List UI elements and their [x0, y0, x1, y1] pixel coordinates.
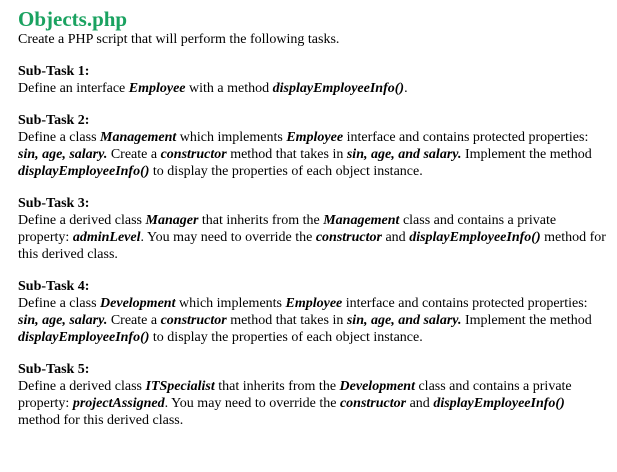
text-run: interface and contains protected properties: [342, 296, 588, 311]
emphasis-term: displayEmployeeInfo() [409, 230, 541, 245]
text-run: method that takes in [226, 313, 347, 328]
text-run: . [404, 81, 408, 96]
emphasis-term: Employee [128, 81, 186, 96]
emphasis-term: displayEmployeeInfo() [272, 81, 405, 96]
emphasis-term: sin, age, and salary. [346, 147, 462, 162]
text-run: Implement the method [461, 313, 592, 328]
emphasis-term: constructor [339, 396, 407, 411]
emphasis-term: displayEmployeeInfo() [18, 330, 150, 345]
text-run: which implements [176, 130, 287, 145]
text-run: method for this derived class. [18, 413, 184, 428]
sub-task-heading: Sub-Task 1: [18, 64, 90, 79]
text-run: Define a derived class [18, 213, 146, 228]
text-run: to display the properties of each object instance. [149, 164, 423, 179]
sub-task-heading: Sub-Task 5: [18, 362, 90, 377]
text-run: . You may need to override the [164, 396, 340, 411]
emphasis-term: Manager [145, 213, 199, 228]
emphasis-term: displayEmployeeInfo() [433, 396, 565, 411]
text-run: to display the properties of each object instance. [149, 330, 423, 345]
emphasis-term: Development [339, 379, 415, 394]
emphasis-term: constructor [160, 147, 227, 162]
sub-task-description [18, 212, 608, 263]
emphasis-term: constructor [315, 230, 382, 245]
emphasis-term: Management [100, 130, 177, 145]
text-run: Define an interface [18, 81, 129, 96]
text-run: method that takes in [226, 147, 347, 162]
text-run: and [381, 230, 410, 245]
text-run: that inherits from the [198, 213, 324, 228]
sub-task-heading: Sub-Task 4: [18, 279, 90, 294]
sub-task-5 [18, 361, 617, 429]
emphasis-term: sin, age, salary. [18, 313, 108, 328]
sub-task-1 [18, 63, 617, 97]
text-run: that inherits from the [214, 379, 340, 394]
sub-task-description [18, 80, 608, 97]
text-run: class and contains a private property: [18, 379, 572, 411]
sub-task-4 [18, 278, 617, 346]
text-run: with a method [185, 81, 273, 96]
sub-task-description [18, 129, 608, 180]
emphasis-term: Management [323, 213, 400, 228]
text-run: which implements [175, 296, 286, 311]
text-run: class and contains a private property: [18, 213, 557, 245]
emphasis-term: Development [100, 296, 176, 311]
emphasis-term: Employee [285, 296, 343, 311]
sub-task-description [18, 295, 608, 346]
page-title: Objects.php [18, 7, 128, 31]
emphasis-term: projectAssigned [72, 396, 165, 411]
emphasis-term: constructor [160, 313, 227, 328]
text-run: . You may need to override the [140, 230, 316, 245]
text-run: Define a derived class [18, 379, 146, 394]
emphasis-term: ITSpecialist [145, 379, 215, 394]
text-run: Create a [107, 147, 161, 162]
emphasis-term: displayEmployeeInfo() [18, 164, 150, 179]
sub-task-2 [18, 112, 617, 180]
emphasis-term: Employee [286, 130, 344, 145]
text-run: and [406, 396, 434, 411]
task-list [18, 63, 617, 429]
text-run: Implement the method [461, 147, 592, 162]
intro-text: Create a PHP script that will perform the following tasks. [18, 32, 340, 47]
text-run: interface and contains protected properties: [343, 130, 589, 145]
sub-task-heading: Sub-Task 2: [18, 113, 90, 128]
sub-task-description [18, 378, 608, 429]
text-run: Define a class [18, 296, 101, 311]
sub-task-heading: Sub-Task 3: [18, 196, 90, 211]
text-run: method for this derived class. [18, 230, 606, 262]
text-run: Define a class [18, 130, 101, 145]
emphasis-term: sin, age, and salary. [346, 313, 462, 328]
emphasis-term: adminLevel [72, 230, 141, 245]
text-run: Create a [107, 313, 161, 328]
emphasis-term: sin, age, salary. [18, 147, 108, 162]
sub-task-3 [18, 195, 617, 263]
